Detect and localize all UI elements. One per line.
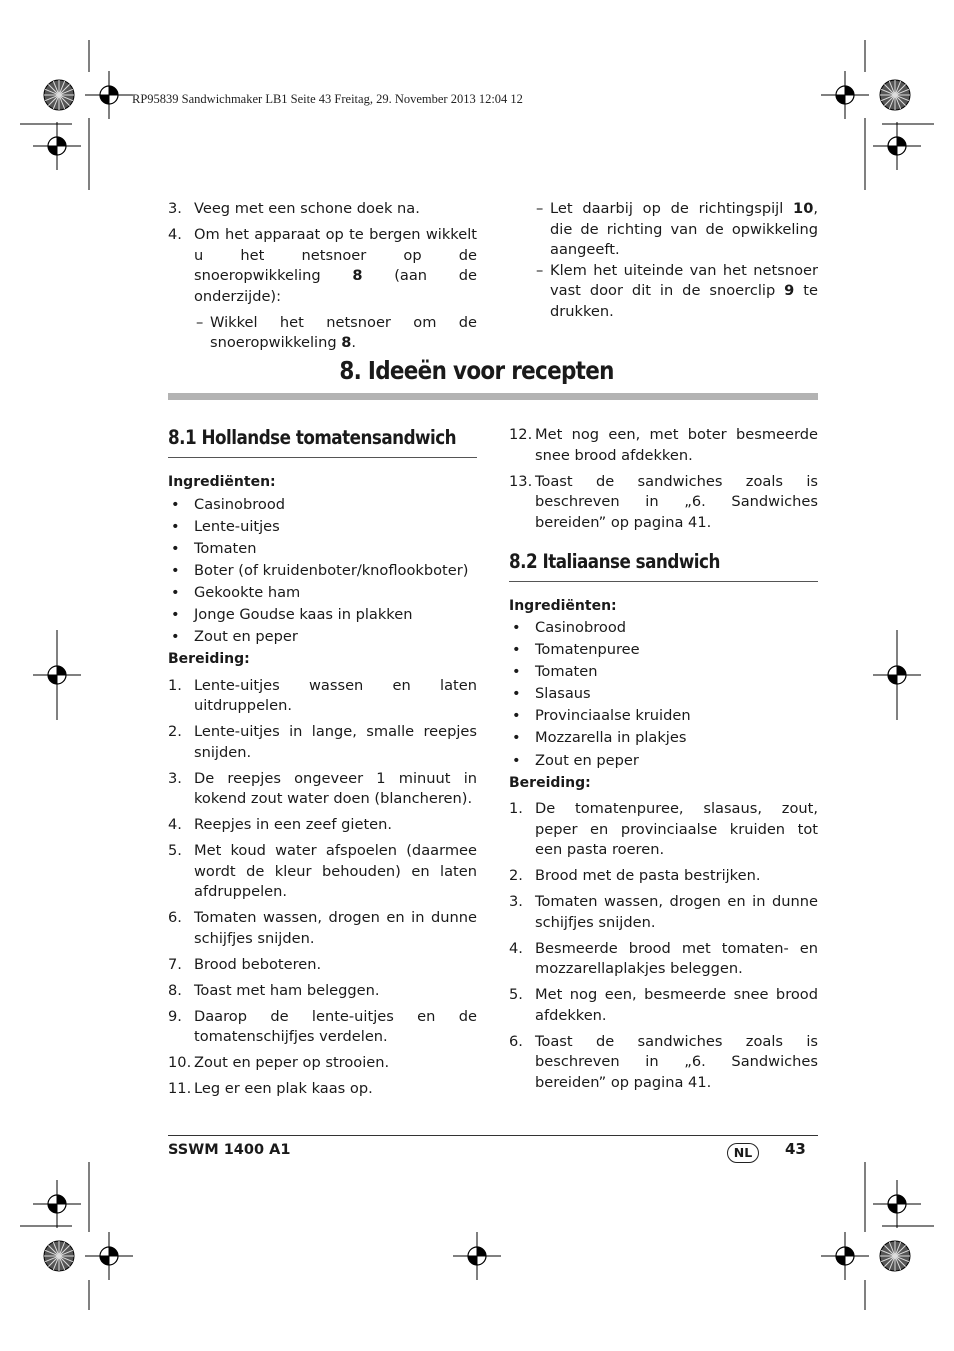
- step-text: Toast de sandwiches zoals is beschreven in „6. Sandwiches bereiden” op pagina 41.: [535, 472, 818, 531]
- bullet-dot: •: [171, 605, 180, 623]
- ingredient-item: [168, 605, 477, 626]
- step-text: Zout en peper op strooien.: [194, 1054, 390, 1072]
- top-left-column: [168, 199, 477, 354]
- ingredient-text: Zout en peper: [194, 628, 298, 646]
- recipe-title: 8.1 Hollandse tomatensandwich: [168, 426, 457, 449]
- item-text: Veeg met een schone doek na.: [194, 200, 420, 217]
- page-number: 43: [785, 1140, 806, 1158]
- step-number: 13.: [509, 472, 533, 490]
- steps-list: [509, 799, 818, 1093]
- step-text: Toast met ham beleggen.: [194, 981, 380, 999]
- step-item: [168, 955, 477, 976]
- step-item: [168, 908, 477, 949]
- step-text: Leg er een plak kaas op.: [194, 1080, 373, 1098]
- ingredient-item: [168, 627, 477, 648]
- step-number: 7.: [168, 955, 182, 973]
- steps-list-continued: [509, 425, 818, 533]
- print-info-header: RP95839 Sandwichmaker LB1 Seite 43 Freitag, 29. November 2013 12:04 12: [132, 92, 523, 106]
- ingredient-item: [168, 495, 477, 516]
- step-item: [509, 425, 818, 466]
- language-badge: NL: [727, 1143, 759, 1163]
- step-number: 2.: [168, 723, 182, 741]
- step-number: 1.: [168, 676, 182, 694]
- sub-item: [168, 313, 477, 354]
- ingredient-text: Jonge Goudse kaas in plakken: [194, 605, 413, 623]
- ingredient-text: Slasaus: [535, 685, 591, 703]
- step-text: Besmeerde brood met tomaten- en mozzarellaplakjes beleggen.: [535, 939, 818, 978]
- steps-list: [168, 676, 477, 1100]
- sub-item: [536, 199, 818, 261]
- bullet-dot: •: [512, 619, 521, 636]
- ingredient-item: [168, 517, 477, 538]
- ingredient-item: [509, 640, 818, 661]
- ingredient-item: [509, 751, 818, 772]
- ingredients-list: [509, 618, 818, 771]
- ingredients-list: [168, 495, 477, 648]
- preparation-label: Bereiding:: [168, 651, 250, 668]
- step-item: [168, 769, 477, 810]
- ingredient-item: [509, 706, 818, 727]
- model-number: SSWM 1400 A1: [168, 1142, 291, 1158]
- right-column: [509, 425, 818, 1099]
- heading-rule: [168, 457, 477, 458]
- ingredient-item: [509, 618, 818, 639]
- step-item: [509, 799, 818, 861]
- step-number: 5.: [168, 842, 182, 860]
- step-item: [168, 1079, 477, 1100]
- step-text: Met nog een, met boter besmeerde snee brood afdekken.: [535, 426, 818, 464]
- bullet-dot: •: [512, 641, 521, 659]
- step-item: [168, 722, 477, 763]
- step-number: 12.: [509, 426, 533, 443]
- bullet-dot: •: [512, 707, 521, 725]
- item-number: 3.: [168, 200, 182, 217]
- list-item: [168, 199, 477, 220]
- bullet-dot: •: [171, 517, 180, 535]
- step-number: 6.: [509, 1032, 523, 1050]
- step-number: 11.: [168, 1080, 192, 1098]
- dash-marker: –: [536, 261, 544, 279]
- bullet-dot: •: [512, 663, 521, 681]
- item-text: Om het apparaat op te bergen wikkelt u het netsnoer op de snoeropwikkeling: [194, 226, 477, 284]
- step-item: [509, 866, 818, 887]
- ingredient-text: Boter (of kruidenboter/knoflookboter): [194, 561, 469, 579]
- step-text: Met nog een, besmeerde snee brood afdekken.: [535, 986, 818, 1024]
- step-item: [168, 1007, 477, 1048]
- step-text: Reepjes in een zeef gieten.: [194, 816, 393, 834]
- step-item: [168, 841, 477, 903]
- step-number: 8.: [168, 981, 182, 999]
- step-text: Tomaten wassen, drogen en in dunne schijfjes snijden.: [535, 893, 818, 931]
- step-item: [509, 1032, 818, 1094]
- bullet-dot: •: [512, 751, 521, 769]
- footer-rule: [168, 1135, 818, 1136]
- step-number: 9.: [168, 1007, 182, 1025]
- sub-item-text: Wikkel het netsnoer om de snoeropwikkeling: [210, 313, 477, 351]
- step-number: 4.: [509, 939, 523, 957]
- bullet-dot: •: [512, 729, 521, 747]
- ingredient-text: Tomatenpuree: [535, 641, 640, 659]
- recipe-hollandse: [168, 423, 477, 1105]
- step-text: Lente-uitjes in lange, smalle reepjes snijden.: [194, 723, 477, 761]
- sub-item-text-after: .: [351, 334, 357, 351]
- sub-item-ref-number: 8: [341, 334, 352, 351]
- step-text: Brood met de pasta bestrijken.: [535, 867, 761, 885]
- step-text: De tomatenpuree, slasaus, zout, peper en provinciaalse kruiden tot een pasta roeren.: [535, 800, 818, 859]
- step-item: [509, 472, 818, 534]
- sub-item: [536, 261, 818, 323]
- list-item: [168, 225, 477, 307]
- step-text: Brood beboteren.: [194, 955, 322, 973]
- step-text: Lente-uitjes wassen en laten uitdruppelen.: [194, 676, 477, 715]
- ingredient-text: Casinobrood: [194, 495, 286, 513]
- ingredient-text: Casinobrood: [535, 619, 627, 636]
- sub-item-text-after: te drukken.: [550, 282, 818, 320]
- sub-item-ref-number: 9: [784, 282, 795, 299]
- dash-marker: –: [536, 200, 544, 217]
- bullet-dot: •: [171, 561, 180, 579]
- step-text: De reepjes ongeveer 1 minuut in kokend zout water doen (blancheren).: [194, 769, 477, 808]
- top-right-column: [536, 199, 818, 322]
- step-number: 5.: [509, 986, 523, 1004]
- ingredient-text: Zout en peper: [535, 751, 639, 769]
- ingredient-text: Lente-uitjes: [194, 517, 280, 535]
- ingredient-text: Provinciaalse kruiden: [535, 707, 691, 725]
- item-ref-number: 8: [352, 267, 363, 284]
- step-number: 2.: [509, 867, 523, 885]
- ingredient-item: [168, 583, 477, 604]
- ingredient-item: [509, 662, 818, 683]
- ingredients-label: Ingrediënten:: [509, 597, 617, 614]
- ingredient-text: Mozzarella in plakjes: [535, 729, 687, 747]
- sub-item-text: Let daarbij op de richtingspijl: [550, 200, 794, 217]
- preparation-label: Bereiding:: [509, 774, 591, 791]
- step-item: [168, 676, 477, 717]
- step-text: Toast de sandwiches zoals is beschreven in „6. Sandwiches bereiden” op pagina 41.: [535, 1032, 818, 1091]
- ingredient-item: [509, 684, 818, 705]
- step-item: [509, 985, 818, 1026]
- dash-marker: –: [196, 313, 204, 331]
- step-item: [168, 1053, 477, 1074]
- ingredient-text: Tomaten: [194, 539, 257, 557]
- item-text-after: (aan de onderzijde):: [194, 267, 477, 305]
- item-number: 4.: [168, 226, 182, 243]
- bullet-dot: •: [171, 583, 180, 601]
- bullet-dot: •: [512, 685, 521, 703]
- heading-rule: [509, 581, 818, 582]
- sub-item-ref-number: 10: [793, 200, 814, 217]
- step-text: Daarop de lente-uitjes en de tomatenschijfjes verdelen.: [194, 1007, 477, 1046]
- ingredient-item: [168, 539, 477, 560]
- ingredient-item: [509, 728, 818, 749]
- step-number: 1.: [509, 800, 523, 818]
- step-item: [509, 939, 818, 980]
- ingredient-text: Tomaten: [535, 663, 598, 681]
- bullet-dot: •: [171, 628, 180, 646]
- section-title: 8. Ideeën voor recepten: [339, 356, 615, 385]
- ingredient-text: Gekookte ham: [194, 583, 301, 601]
- sub-item-text-after: , die de richting van de opwikkeling aangeeft.: [550, 200, 818, 258]
- title-underline-bar: [168, 393, 818, 400]
- step-text: Tomaten wassen, drogen en in dunne schijfjes snijden.: [194, 909, 477, 947]
- step-item: [509, 892, 818, 933]
- sub-item-text: Klem het uiteinde van het netsnoer vast door dit in de snoerclip: [550, 261, 818, 299]
- recipe-title: 8.2 Italiaanse sandwich: [509, 549, 720, 573]
- step-number: 3.: [168, 769, 182, 787]
- bullet-dot: •: [171, 539, 180, 557]
- step-item: [168, 981, 477, 1002]
- bullet-dot: •: [171, 495, 180, 513]
- step-item: [168, 815, 477, 836]
- step-number: 3.: [509, 893, 523, 911]
- step-number: 6.: [168, 909, 182, 927]
- step-number: 4.: [168, 816, 182, 834]
- step-text: Met koud water afspoelen (daarmee wordt de kleur behouden) en laten afdruppelen.: [194, 842, 477, 901]
- ingredient-item: [168, 561, 477, 582]
- ingredients-label: Ingrediënten:: [168, 474, 276, 490]
- step-number: 10.: [168, 1054, 192, 1072]
